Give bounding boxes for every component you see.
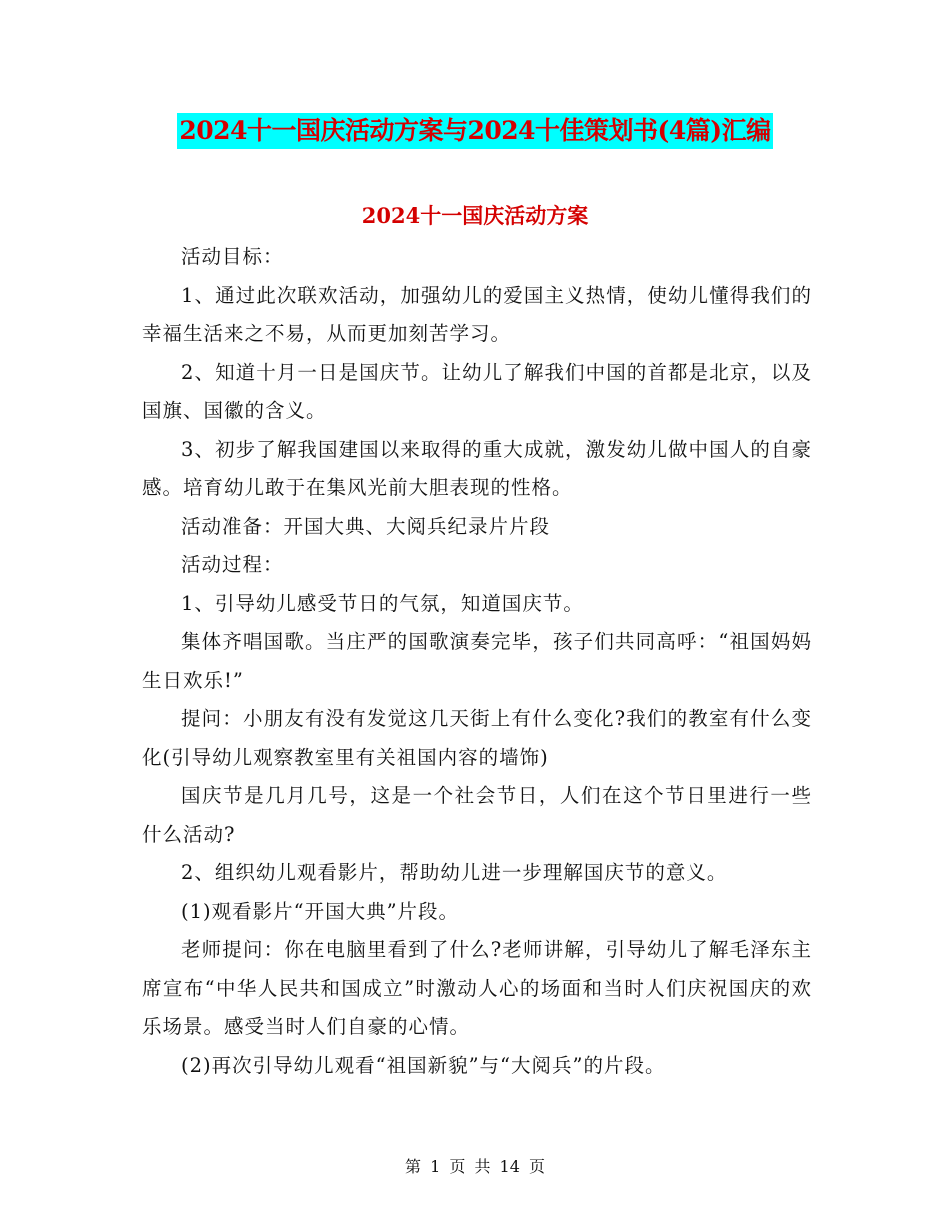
paragraph: 国庆节是几月几号，这是一个社会节日，人们在这个节日里进行一些什么活动? xyxy=(142,784,812,846)
paragraph: 2、知道十月一日是国庆节。让幼儿了解我们中国的首都是北京，以及国旗、国徽的含义。 xyxy=(142,360,812,422)
document-title-container xyxy=(0,113,950,149)
page-footer: 第 1 页 共 14 页 xyxy=(405,1157,545,1176)
paragraph: (1)观看影片“开国大典”片段。 xyxy=(181,899,460,923)
paragraph: 活动过程： xyxy=(181,553,284,576)
paragraph: 活动目标： xyxy=(181,245,284,268)
paragraph: 活动准备：开国大典、大阅兵纪录片片段 xyxy=(181,514,551,538)
paragraph: 1、通过此次联欢活动，加强幼儿的爱国主义热情，使幼儿懂得我们的幸福生活来之不易，从而更加刻苦学习。 xyxy=(142,283,812,345)
paragraph: (2)再次引导幼儿观看“祖国新貌”与“大阅兵”的片段。 xyxy=(181,1053,666,1077)
section-heading: 2024十一国庆活动方案 xyxy=(361,203,589,228)
paragraph: 2、组织幼儿观看影片，帮助幼儿进一步理解国庆节的意义。 xyxy=(181,861,728,884)
document-body xyxy=(142,218,812,1085)
document-title: 2024十一国庆活动方案与2024十佳策划书(4篇)汇编 xyxy=(177,113,772,149)
paragraph: 1、引导幼儿感受节日的气氛，知道国庆节。 xyxy=(181,591,584,615)
paragraph: 集体齐唱国歌。当庄严的国歌演奏完毕，孩子们共同高呼：“祖国妈妈生日欢乐!” xyxy=(142,630,812,692)
paragraph: 3、初步了解我国建国以来取得的重大成就，激发幼儿做中国人的自豪感。培育幼儿敢于在集风光前大胆表现的性格。 xyxy=(142,437,812,499)
paragraph: 老师提问：你在电脑里看到了什么?老师讲解，引导幼儿了解毛泽东主席宣布“中华人民共和国成立”时激动人心的场面和当时人们庆祝国庆的欢乐场景。感受当时人们自豪的心情。 xyxy=(142,938,812,1038)
paragraph: 提问：小朋友有没有发觉这几天街上有什么变化?我们的教室有什么变化(引导幼儿观察教室里有关祖国内容的墙饰) xyxy=(142,707,812,769)
